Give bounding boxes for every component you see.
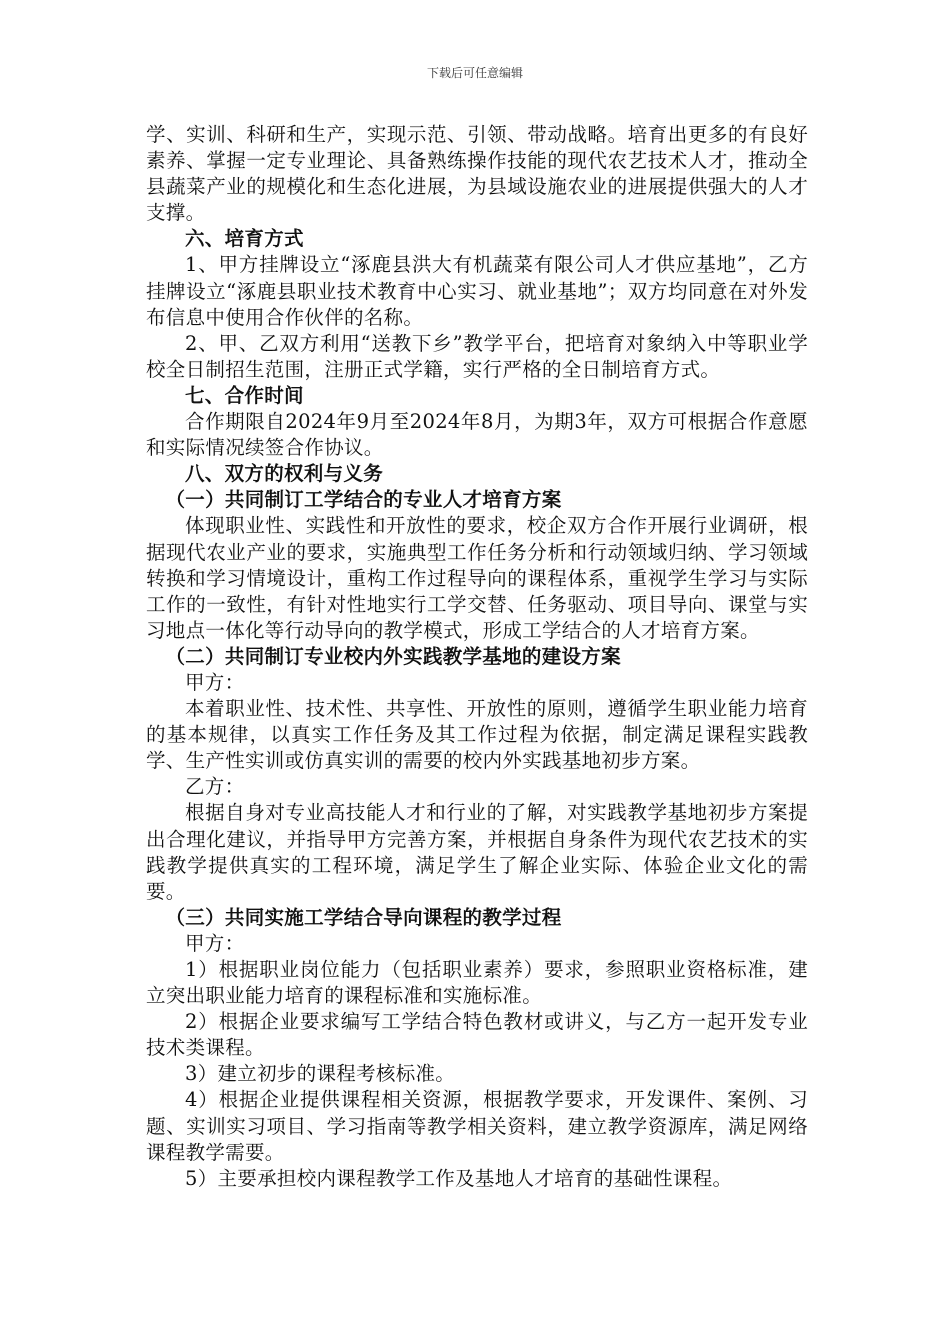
paragraph: 1、甲方挂牌设立“涿鹿县洪大有机蔬菜有限公司人才供应基地”，乙方挂牌设立“涿鹿县职业技术教育中心实习、就业基地”；双方均同意在对外发布信息中使用合作伙伴的名称。 — [146, 253, 808, 329]
list-item: 2）根据企业要求编写工学结合特色教材或讲义，与乙方一起开发专业技术类课程。 — [146, 1010, 808, 1060]
paragraph: 合作期限自2024年9月至2024年8月，为期3年，双方可根据合作意愿和实际情况续签合作协议。 — [146, 410, 808, 460]
subsection-heading: （三）共同实施工学结合导向课程的教学过程 — [165, 905, 562, 929]
subsection-heading: （一）共同制订工学结合的专业人才培育方案 — [165, 488, 562, 512]
section-heading: 七、合作时间 — [185, 383, 304, 407]
list-item: 4）根据企业提供课程相关资源，根据教学要求，开发课件、案例、习题、实训实习项目、学习指南等教学相关资料，建立教学资源库，满足网络课程教学需要。 — [146, 1088, 808, 1164]
paragraph: 根据自身对专业高技能人才和行业的了解，对实践教学基地初步方案提出合理化建议，并指导甲方完善方案，并根据自身条件为现代农艺技术的实践教学提供真实的工程环境，满足学生了解企业实际、体验企业文化的需要。 — [146, 801, 808, 903]
page-header: 下载后可任意编辑 — [426, 66, 523, 80]
party-label: 甲方： — [185, 670, 245, 694]
list-item: 3）建立初步的课程考核标准。 — [185, 1062, 456, 1086]
paragraph: 体现职业性、实践性和开放性的要求，校企双方合作开展行业调研，根据现代农业产业的要求，实施典型工作任务分析和行动领域归纳、学习领域转换和学习情境设计，重构工作过程导向的课程体系，重视学生学习与实际工作的一致性，有针对性地实行工学交替、任务驱动、项目导向、课堂与实习地点一体化等行动导向的教学模式，形成工学结合的人才培育方案。 — [146, 514, 808, 642]
document-body — [146, 122, 808, 1192]
list-item: 1）根据职业岗位能力（包括职业素养）要求，参照职业资格标准，建立突出职业能力培育的课程标准和实施标准。 — [146, 958, 808, 1008]
section-heading: 六、培育方式 — [185, 227, 304, 251]
list-item: 5）主要承担校内课程教学工作及基地人才培育的基础性课程。 — [185, 1166, 733, 1190]
party-label: 甲方： — [185, 931, 245, 955]
section-heading: 八、双方的权利与义务 — [185, 462, 384, 486]
paragraph: 学、实训、科研和生产，实现示范、引领、带动战略。培育出更多的有良好素养、掌握一定专业理论、具备熟练操作技能的现代农艺技术人才，推动全县蔬菜产业的规模化和生态化进展，为县域设施农业的进展提供强大的人才支撑。 — [146, 123, 808, 225]
paragraph: 本着职业性、技术性、共享性、开放性的原则，遵循学生职业能力培育的基本规律，以真实工作任务及其工作过程为依据，制定满足课程实践教学、生产性实训或仿真实训的需要的校内外实践基地初步方案。 — [146, 697, 808, 773]
party-label: 乙方： — [185, 775, 245, 799]
paragraph: 2、甲、乙双方利用“送教下乡”教学平台，把培育对象纳入中等职业学校全日制招生范围，注册正式学籍，实行严格的全日制培育方式。 — [146, 331, 808, 381]
subsection-heading: （二）共同制订专业校内外实践教学基地的建设方案 — [165, 644, 621, 668]
